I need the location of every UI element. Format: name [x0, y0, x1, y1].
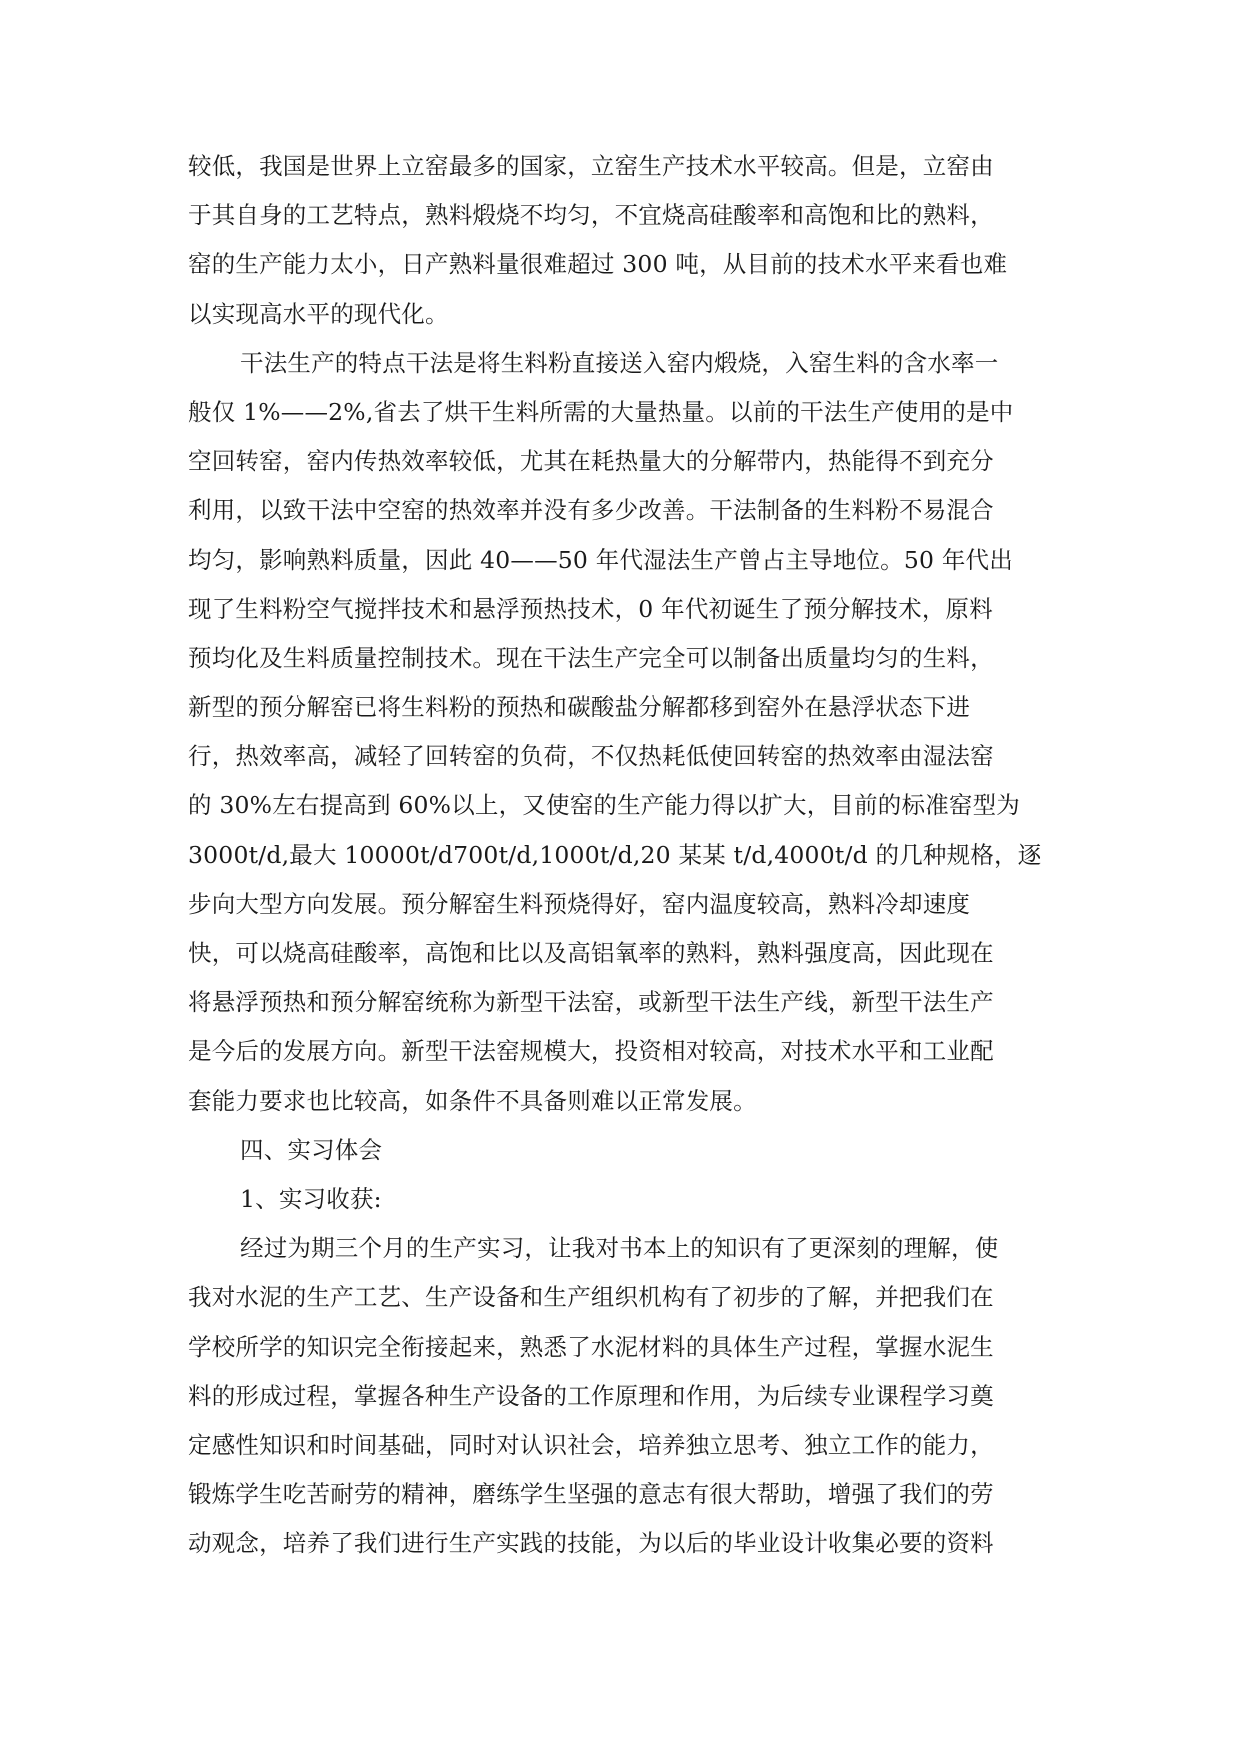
- text-line: 料的形成过程，掌握各种生产设备的工作原理和作用，为后续专业课程学习奠: [188, 1381, 994, 1410]
- text-line: 均匀，影响熟料质量，因此 40——50 年代湿法生产曾占主导地位。50 年代出: [188, 545, 1013, 574]
- text-line: 以实现高水平的现代化。: [188, 299, 449, 328]
- text-line: 将悬浮预热和预分解窑统称为新型干法窑，或新型干法生产线，新型干法生产: [188, 988, 994, 1017]
- text-line: 行，热效率高，减轻了回转窑的负荷，不仅热耗低使回转窑的热效率由湿法窑: [188, 742, 994, 771]
- text-line: 利用，以致干法中空窑的热效率并没有多少改善。干法制备的生料粉不易混合: [188, 496, 994, 525]
- text-line: 于其自身的工艺特点，熟料煅烧不均匀，不宜烧高硅酸率和高饱和比的熟料，: [188, 201, 994, 230]
- text-line: 套能力要求也比较高，如条件不具备则难以正常发展。: [188, 1086, 757, 1115]
- text-line: 新型的预分解窑已将生料粉的预热和碳酸盐分解都移到窑外在悬浮状态下进: [188, 693, 971, 722]
- text-line: 窑的生产能力太小，日产熟料量很难超过 300 吨，从目前的技术水平来看也难: [188, 250, 1008, 279]
- text-line: 1、实习收获:: [240, 1184, 382, 1213]
- document-body: [188, 142, 1048, 1568]
- text-line: 现了生料粉空气搅拌技术和悬浮预热技术，0 年代初诞生了预分解技术，原料: [188, 594, 993, 623]
- text-line: 3000t/d,最大 10000t/d700t/d,1000t/d,20 某某 t/d,4000t/d 的几种规格，逐: [188, 840, 1042, 869]
- text-line: 空回转窑，窑内传热效率较低，尤其在耗热量大的分解带内，热能得不到充分: [188, 447, 994, 476]
- text-line: 动观念，培养了我们进行生产实践的技能，为以后的毕业设计收集必要的资料: [188, 1529, 994, 1558]
- text-line: 干法生产的特点干法是将生料粉直接送入窑内煅烧，入窑生料的含水率一: [240, 348, 999, 377]
- text-line: 经过为期三个月的生产实习，让我对书本上的知识有了更深刻的理解，使: [240, 1234, 999, 1263]
- text-line: 较低，我国是世界上立窑最多的国家，立窑生产技术水平较高。但是，立窑由: [188, 152, 994, 180]
- text-line: 锻炼学生吃苦耐劳的精神，磨练学生坚强的意志有很大帮助，增强了我们的劳: [188, 1480, 994, 1509]
- text-line: 学校所学的知识完全衔接起来，熟悉了水泥材料的具体生产过程，掌握水泥生: [188, 1332, 994, 1361]
- text-line: 步向大型方向发展。预分解窑生料预烧得好，窑内温度较高，熟料冷却速度: [188, 889, 971, 918]
- text-line: 的 30%左右提高到 60%以上，又使窑的生产能力得以扩大，目前的标准窑型为: [188, 791, 1021, 820]
- text-line: 预均化及生料质量控制技术。现在干法生产完全可以制备出质量均匀的生料，: [188, 643, 994, 672]
- text-line: 是今后的发展方向。新型干法窑规模大，投资相对较高，对技术水平和工业配: [188, 1037, 994, 1066]
- text-line: 般仅 1%——2%,省去了烘干生料所需的大量热量。以前的干法生产使用的是中: [188, 397, 1014, 426]
- text-line: 快，可以烧高硅酸率，高饱和比以及高铝氧率的熟料，熟料强度高，因此现在: [188, 939, 994, 967]
- text-line: 我对水泥的生产工艺、生产设备和生产组织机构有了初步的了解，并把我们在: [188, 1283, 994, 1312]
- text-line: 定感性知识和时间基础，同时对认识社会，培养独立思考、独立工作的能力，: [188, 1430, 994, 1459]
- text-line: 四、实习体会: [240, 1135, 383, 1164]
